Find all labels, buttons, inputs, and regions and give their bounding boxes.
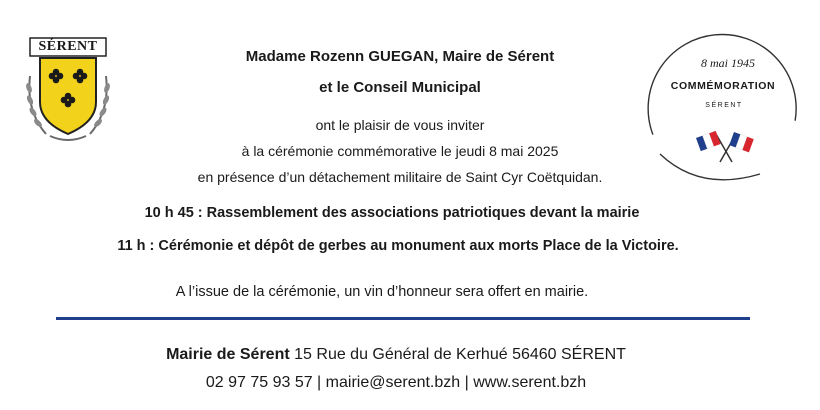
footer-contact: 02 97 75 93 57 | mairie@serent.bzh | www.serent.bzh <box>205 374 587 391</box>
program-item-ceremony: 11 h : Cérémonie et dépôt de gerbes au monument aux morts Place de la Victoire. <box>117 238 679 254</box>
badge-circle-icon <box>640 24 800 194</box>
divider-line <box>56 317 750 320</box>
badge-title: COMMÉMORATION <box>670 80 776 92</box>
crossed-flags-icon <box>696 131 754 162</box>
council-line: et le Conseil Municipal <box>319 79 481 96</box>
crest-town-name: SÉRENT <box>38 39 98 54</box>
badge-date: 8 mai 1945 <box>701 56 755 70</box>
invitation-line-2: à la cérémonie commémorative le jeudi 8 mai 2025 <box>241 143 559 159</box>
reception-note: A l’issue de la cérémonie, un vin d’honneur sera offert en mairie. <box>175 284 589 300</box>
footer-org-name: Mairie de Sérent <box>166 346 290 363</box>
badge-commune: SÉRENT <box>705 102 743 109</box>
invitation-line-1: ont le plaisir de vous inviter <box>315 117 485 133</box>
town-crest-logo <box>24 36 112 146</box>
commemoration-badge <box>640 24 800 194</box>
footer-street-address: 15 Rue du Général de Kerhué 56460 SÉRENT <box>294 346 626 363</box>
invitation-line-3: en présence d’un détachement militaire de Saint Cyr Coëtquidan. <box>197 169 603 185</box>
program-item-gathering: 10 h 45 : Rassemblement des associations patriotiques devant la mairie <box>144 205 640 221</box>
footer-address <box>0 346 806 364</box>
mayor-line: Madame Rozenn GUEGAN, Maire de Sérent <box>245 48 555 65</box>
